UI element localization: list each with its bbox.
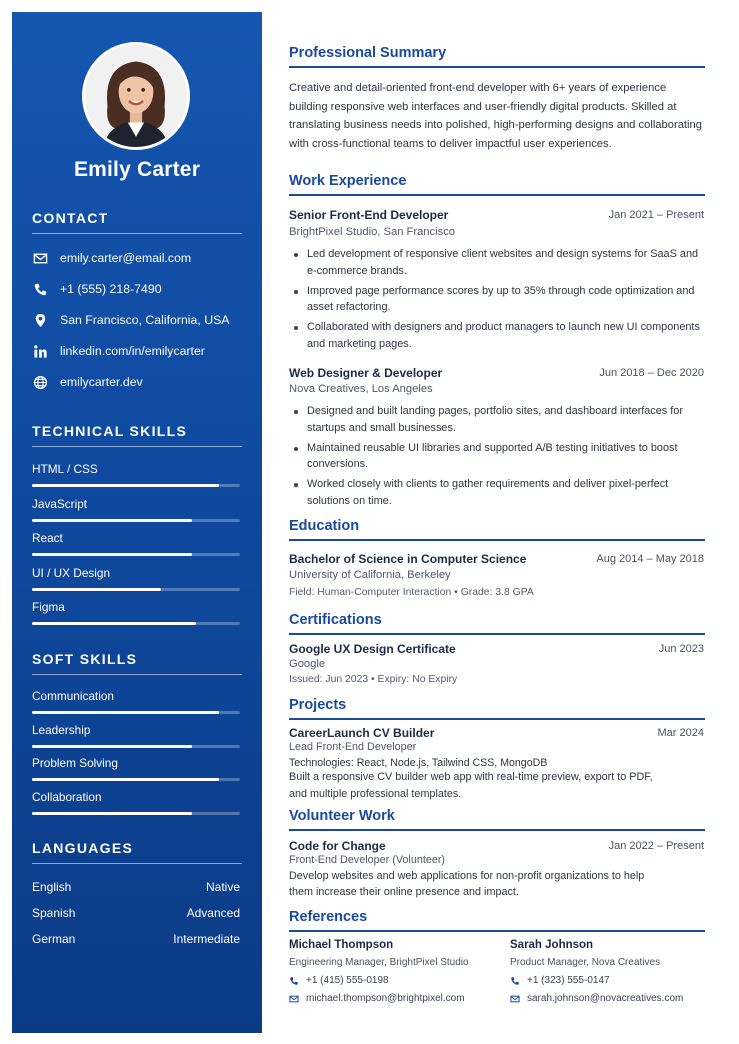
job-bullets xyxy=(289,403,705,513)
skill-label: HTML / CSS xyxy=(32,462,98,476)
volunteer-description: Develop websites and web applications for non-profit organizations to help them increase their online presence and impact. xyxy=(289,870,645,898)
tech-skill xyxy=(32,531,240,556)
tech-skill xyxy=(32,497,240,522)
reference-role: Engineering Manager, BrightPixel Studio xyxy=(289,957,469,968)
soft-skills-heading: SOFT SKILLS xyxy=(32,651,242,675)
reference-card xyxy=(289,939,489,1004)
contact-email[interactable] xyxy=(32,248,247,268)
skill-label: JavaScript xyxy=(32,496,88,511)
contact-phone[interactable] xyxy=(32,279,247,299)
summary-heading: Professional Summary xyxy=(289,45,705,68)
skill-bar-track xyxy=(32,711,240,714)
job-company: Nova Creatives, Los Angeles xyxy=(289,383,433,395)
skill-label: Problem Solving xyxy=(32,756,118,770)
job-dates: Jun 2018 – Dec 2020 xyxy=(599,367,704,379)
contact-website-text: emilycarter.dev xyxy=(60,375,143,389)
reference-phone[interactable] xyxy=(510,975,710,986)
job-bullet: Collaborated with designers and product managers to launch new UI components and marketing pages. xyxy=(289,319,705,352)
education-dates: Aug 2014 – May 2018 xyxy=(596,553,704,565)
soft-skill xyxy=(32,756,240,781)
project-description: Built a responsive CV builder web app with real-time preview, export to PDF, and multiple professional templates. xyxy=(289,771,653,800)
skill-label: Figma xyxy=(32,600,65,614)
education-heading: Education xyxy=(289,518,705,541)
skill-bar-fill xyxy=(32,519,192,522)
phone-icon xyxy=(289,976,299,986)
skill-label: Communication xyxy=(32,689,114,703)
language-level: Intermediate xyxy=(173,932,240,946)
reference-email[interactable] xyxy=(510,993,710,1004)
language-level: Advanced xyxy=(186,906,240,920)
email-icon xyxy=(289,994,299,1004)
references-heading: References xyxy=(289,909,705,932)
email-icon xyxy=(510,994,520,1004)
skill-bar-fill xyxy=(32,745,192,748)
certificate-date: Jun 2023 xyxy=(658,643,704,655)
languages-heading: LANGUAGES xyxy=(32,840,242,864)
tech-skill xyxy=(32,600,240,625)
reference-email-text: michael.thompson@brightpixel.com xyxy=(306,993,465,1004)
skill-bar-fill xyxy=(32,484,219,487)
globe-icon xyxy=(32,374,48,390)
job-title: Web Designer & Developer xyxy=(289,366,443,380)
phone-icon xyxy=(32,281,48,297)
sidebar xyxy=(12,12,262,1033)
job-bullet: Designed and built landing pages, portfolio sites, and dashboard interfaces for startups and small businesses. xyxy=(289,403,705,436)
location-pin-icon xyxy=(32,312,48,328)
education-details: Field: Human-Computer Interaction • Grade: 3.8 GPA xyxy=(289,587,534,598)
contact-linkedin-text: linkedin.com/in/emilycarter xyxy=(60,344,205,358)
reference-phone[interactable] xyxy=(289,975,489,986)
linkedin-icon xyxy=(32,343,48,359)
job-bullet: Improved page performance scores by up to 35% through code optimization and asset refactoring. xyxy=(289,283,705,316)
job-title: Senior Front-End Developer xyxy=(289,208,449,222)
skill-bar-track xyxy=(32,588,240,591)
reference-name: Michael Thompson xyxy=(289,939,394,951)
reference-card xyxy=(510,939,710,1004)
technical-skills-heading: TECHNICAL SKILLS xyxy=(32,423,242,447)
certificate-name: Google UX Design Certificate xyxy=(289,642,456,656)
skill-bar-track xyxy=(32,519,240,522)
skill-bar-track xyxy=(32,622,240,625)
skill-bar-track xyxy=(32,484,240,487)
soft-skill xyxy=(32,790,240,815)
skill-label: Leadership xyxy=(32,722,91,737)
experience-heading: Work Experience xyxy=(289,173,705,196)
job-bullet: Led development of responsive client websites and design systems for SaaS and e-commerce brands. xyxy=(289,246,705,279)
job-bullets xyxy=(289,246,705,356)
language-row xyxy=(32,906,240,920)
contact-heading: CONTACT xyxy=(32,210,242,234)
degree-title: Bachelor of Science in Computer Science xyxy=(289,552,527,566)
contact-linkedin[interactable] xyxy=(32,341,247,361)
language-name: English xyxy=(32,880,72,894)
skill-bar-track xyxy=(32,812,240,815)
phone-icon xyxy=(510,976,520,986)
contact-location-text: San Francisco, California, USA xyxy=(60,313,230,327)
volunteer-heading: Volunteer Work xyxy=(289,808,705,831)
skill-bar-fill xyxy=(32,812,192,815)
summary-text: Creative and detail-oriented front-end developer with 6+ years of experience building responsive web interfaces and user-friendly digital products. Skilled at translating business needs into polished, high-performing designs and collaborating with cross-functional teams to deliver impactful user experiences. xyxy=(289,82,702,150)
certificate-details: Issued: Jun 2023 • Expiry: No Expiry xyxy=(289,674,458,685)
language-name: German xyxy=(32,932,76,946)
skill-bar-track xyxy=(32,553,240,556)
contact-phone-text: +1 (555) 218-7490 xyxy=(60,282,162,296)
skill-bar-track xyxy=(32,778,240,781)
certifications-heading: Certifications xyxy=(289,612,705,635)
skill-label: React xyxy=(32,531,63,545)
email-icon xyxy=(32,250,48,266)
language-row xyxy=(32,880,240,894)
job-bullet: Maintained reusable UI libraries and supported A/B testing initiatives to boost conversions. xyxy=(289,440,705,473)
reference-phone-text: +1 (323) 555-0147 xyxy=(527,975,610,986)
project-technologies: Technologies: React, Node.js, Tailwind CSS, MongoDB xyxy=(289,757,548,769)
skill-bar-track xyxy=(32,745,240,748)
reference-role: Product Manager, Nova Creatives xyxy=(510,957,661,968)
reference-email[interactable] xyxy=(289,993,489,1004)
language-level: Native xyxy=(205,880,240,894)
skill-bar-fill xyxy=(32,711,219,714)
reference-email-text: sarah.johnson@novacreatives.com xyxy=(527,993,684,1004)
skill-bar-fill xyxy=(32,553,192,556)
reference-phone-text: +1 (415) 555-0198 xyxy=(306,975,389,986)
contact-location xyxy=(32,310,247,330)
job-dates: Jan 2021 – Present xyxy=(608,209,704,221)
soft-skill xyxy=(32,689,240,714)
project-date: Mar 2024 xyxy=(657,727,704,739)
reference-name: Sarah Johnson xyxy=(510,939,594,951)
school-name: University of California, Berkeley xyxy=(289,569,451,581)
language-row xyxy=(32,932,240,946)
volunteer-dates: Jan 2022 – Present xyxy=(608,840,704,852)
project-role: Lead Front-End Developer xyxy=(289,741,417,753)
skill-bar-fill xyxy=(32,622,196,625)
profile-name: Emily Carter xyxy=(73,158,201,181)
project-name: CareerLaunch CV Builder xyxy=(289,726,435,740)
volunteer-role: Front-End Developer (Volunteer) xyxy=(289,854,446,866)
profile-photo-icon xyxy=(85,45,187,147)
projects-heading: Projects xyxy=(289,697,705,720)
skill-bar-fill xyxy=(32,588,161,591)
main-content xyxy=(289,0,705,1044)
certificate-issuer: Google xyxy=(289,658,326,670)
job-bullet: Worked closely with clients to gather requirements and deliver pixel-perfect solutions on time. xyxy=(289,476,705,509)
contact-website[interactable] xyxy=(32,372,247,392)
tech-skill xyxy=(32,462,240,487)
volunteer-org: Code for Change xyxy=(289,839,386,853)
job-company: BrightPixel Studio, San Francisco xyxy=(289,226,456,238)
skill-label: Collaboration xyxy=(32,789,102,804)
tech-skill xyxy=(32,566,240,591)
skill-label: UI / UX Design xyxy=(32,565,111,580)
language-name: Spanish xyxy=(32,906,76,920)
contact-email-text: emily.carter@email.com xyxy=(60,251,192,265)
skill-bar-fill xyxy=(32,778,219,781)
soft-skill xyxy=(32,723,240,748)
avatar xyxy=(82,42,190,150)
